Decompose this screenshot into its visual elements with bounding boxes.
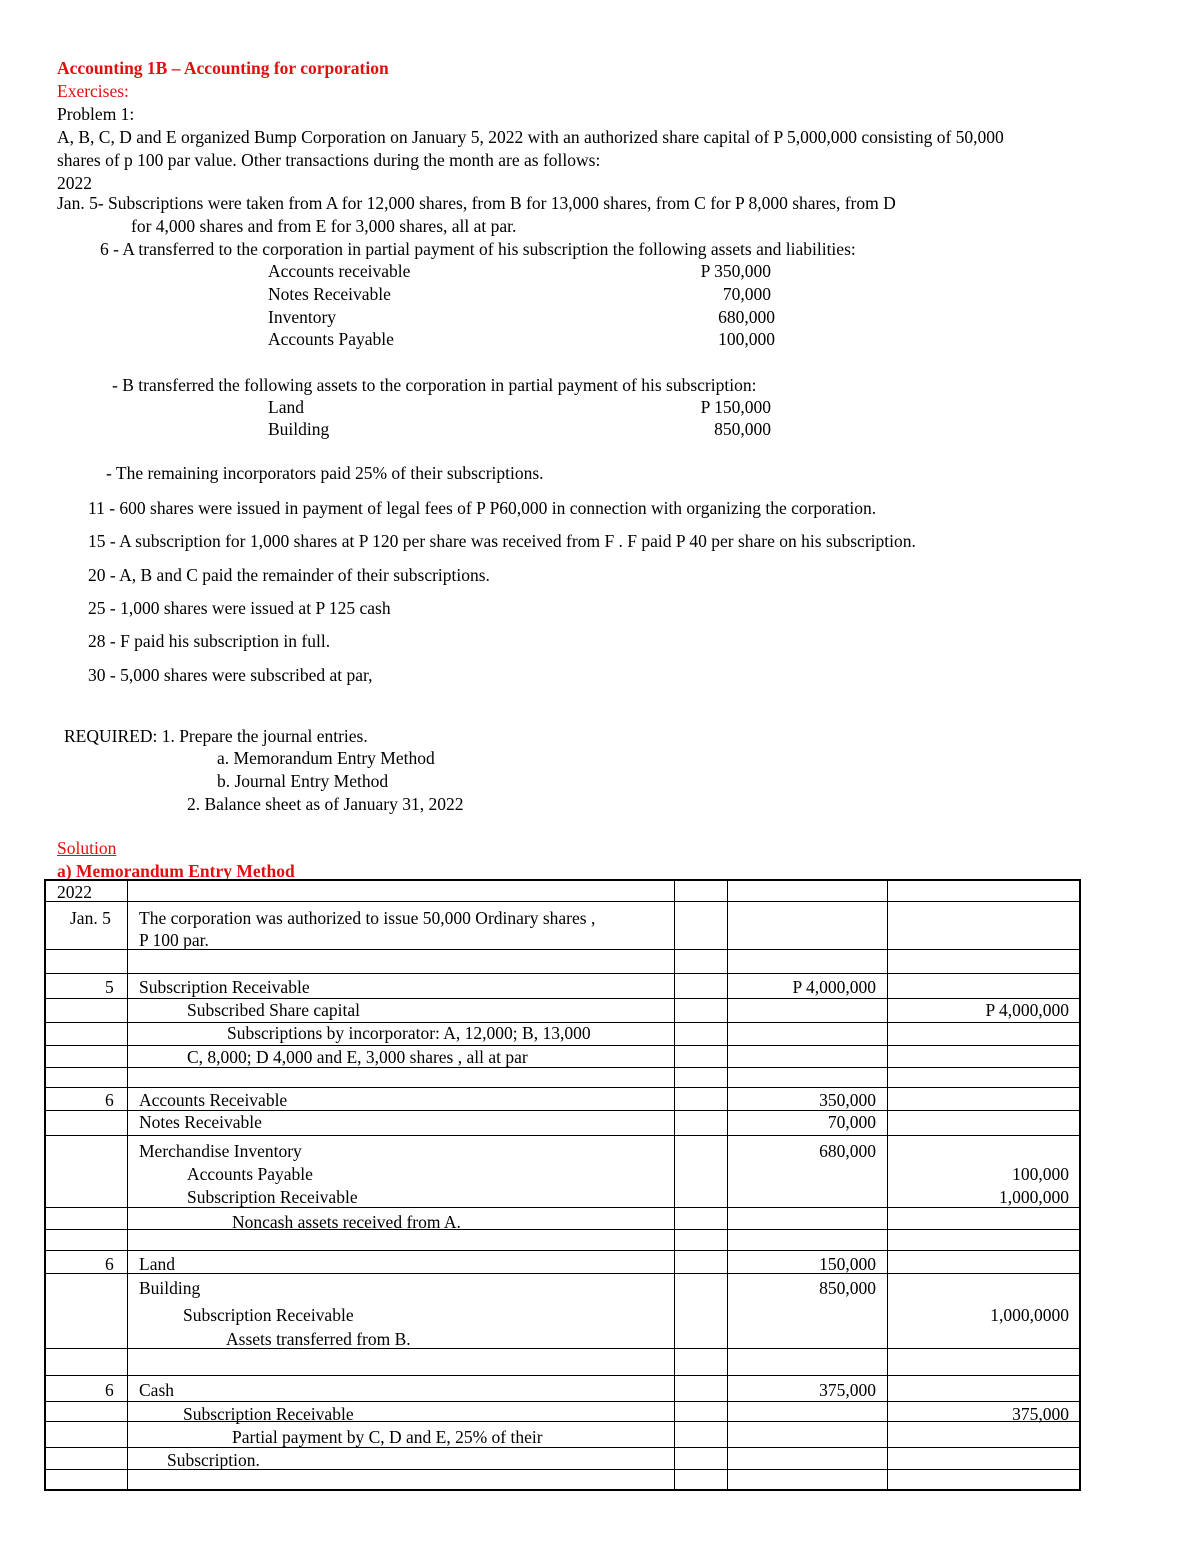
journal-account: Subscription Receivable	[183, 1404, 354, 1424]
asset-label: Inventory	[268, 307, 337, 327]
journal-description: The corporation was authorized to issue 50,000 Ordinary shares ,	[139, 908, 596, 928]
journal-year: 2022	[57, 882, 92, 902]
asset-label: Land	[268, 397, 304, 417]
asset-amount: 70,000	[722, 284, 771, 304]
transaction-jan20: 20 - A, B and C paid the remainder of their subscriptions.	[88, 565, 490, 585]
transaction-jan28: 28 - F paid his subscription in full.	[88, 631, 331, 651]
journal-date: 6	[105, 1090, 114, 1110]
journal-debit: 680,000	[819, 1141, 876, 1161]
journal-note: C, 8,000; D 4,000 and E, 3,000 shares , all at par	[187, 1047, 528, 1067]
journal-date: Jan. 5	[70, 908, 111, 928]
intro-text: A, B, C, D and E organized Bump Corporation on January 5, 2022 with an authorized share capital of P 5,000,000 consisting of 50,000	[57, 127, 1004, 147]
journal-credit: 1,000,0000	[990, 1305, 1069, 1325]
transaction-jan25: 25 - 1,000 shares were issued at P 125 cash	[88, 598, 391, 618]
transaction-jan30: 30 - 5,000 shares were subscribed at par,	[88, 665, 373, 685]
journal-account: Accounts Receivable	[139, 1090, 288, 1110]
journal-account: Subscription Receivable	[139, 977, 310, 997]
transaction-jan6-b: - B transferred the following assets to the corporation in partial payment of his subscription:	[112, 375, 757, 395]
asset-label: Building	[268, 419, 330, 439]
journal-credit: 1,000,000	[999, 1187, 1069, 1207]
document-title: Accounting 1B – Accounting for corporation	[57, 58, 389, 78]
required-heading: REQUIRED: 1. Prepare the journal entries.	[64, 726, 368, 746]
journal-account: Notes Receivable	[139, 1112, 262, 1132]
journal-account: Merchandise Inventory	[139, 1141, 302, 1161]
solution-heading: Solution	[57, 838, 117, 858]
journal-note: Subscription.	[167, 1450, 260, 1470]
journal-note: Partial payment by C, D and E, 25% of their	[232, 1427, 543, 1447]
journal-account: Building	[139, 1278, 201, 1298]
asset-label: Notes Receivable	[268, 284, 391, 304]
intro-text: shares of p 100 par value. Other transactions during the month are as follows:	[57, 150, 601, 170]
problem-heading: Problem 1:	[57, 104, 135, 124]
journal-note: Subscriptions by incorporator: A, 12,000; B, 13,000	[227, 1023, 591, 1043]
asset-amount: P 350,000	[700, 261, 771, 281]
journal-debit: 70,000	[827, 1112, 876, 1132]
journal-account: Cash	[139, 1380, 174, 1400]
journal-description: P 100 par.	[139, 930, 209, 950]
transaction-jan5: for 4,000 shares and from E for 3,000 shares, all at par.	[131, 216, 517, 236]
asset-amount: 100,000	[718, 329, 775, 349]
journal-date: 5	[105, 977, 114, 997]
journal-credit: P 4,000,000	[985, 1000, 1069, 1020]
required-item: b. Journal Entry Method	[217, 771, 389, 791]
transaction-jan15: 15 - A subscription for 1,000 shares at P 120 per share was received from F . F paid P 40 per share on his subscription.	[88, 531, 916, 551]
asset-amount: P 150,000	[700, 397, 771, 417]
journal-note: Assets transferred from B.	[226, 1329, 411, 1349]
asset-label: Accounts receivable	[268, 261, 411, 281]
method-heading: a) Memorandum Entry Method	[57, 861, 295, 881]
journal-account: Subscription Receivable	[183, 1305, 354, 1325]
transaction-jan6-a: 6 - A transferred to the corporation in partial payment of his subscription the following assets and liabilities:	[100, 239, 856, 259]
journal-debit: 350,000	[819, 1090, 876, 1110]
journal-debit: 375,000	[819, 1380, 876, 1400]
journal-debit: 850,000	[819, 1278, 876, 1298]
required-item: a. Memorandum Entry Method	[217, 748, 435, 768]
journal-debit: P 4,000,000	[792, 977, 876, 997]
asset-label: Accounts Payable	[268, 329, 394, 349]
journal-account: Land	[139, 1254, 175, 1274]
year-label: 2022	[57, 173, 92, 193]
journal-date: 6	[105, 1380, 114, 1400]
required-item: 2. Balance sheet as of January 31, 2022	[187, 794, 464, 814]
journal-note: Noncash assets received from A.	[232, 1212, 461, 1232]
journal-account: Accounts Payable	[187, 1164, 313, 1184]
transaction-jan11: 11 - 600 shares were issued in payment of legal fees of P P60,000 in connection with organizing the corporation.	[88, 498, 877, 518]
transaction-jan6-rest: - The remaining incorporators paid 25% of their subscriptions.	[106, 463, 544, 483]
transaction-jan5: Jan. 5- Subscriptions were taken from A for 12,000 shares, from B for 13,000 shares, from C for P 8,000 shares, from D	[57, 193, 896, 213]
asset-amount: 850,000	[714, 419, 771, 439]
journal-debit: 150,000	[819, 1254, 876, 1274]
journal-account: Subscription Receivable	[187, 1187, 358, 1207]
exercises-heading: Exercises:	[57, 81, 129, 101]
asset-amount: 680,000	[718, 307, 775, 327]
journal-credit: 100,000	[1012, 1164, 1069, 1184]
journal-account: Subscribed Share capital	[187, 1000, 361, 1020]
journal-date: 6	[105, 1254, 114, 1274]
journal-table	[44, 879, 1081, 1491]
journal-credit: 375,000	[1012, 1404, 1069, 1424]
